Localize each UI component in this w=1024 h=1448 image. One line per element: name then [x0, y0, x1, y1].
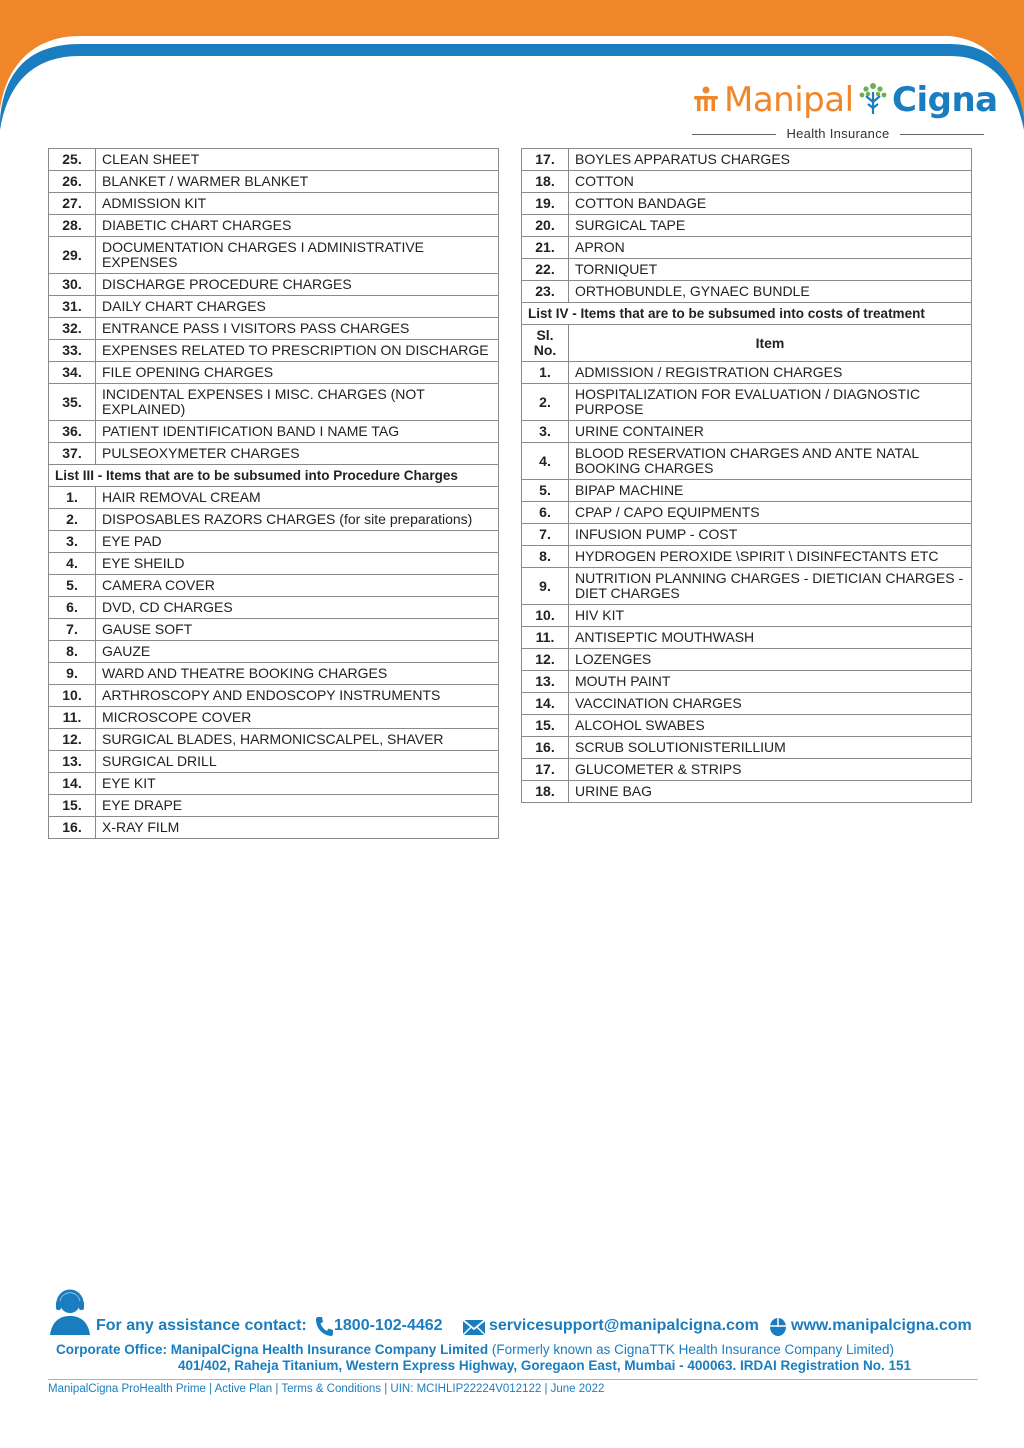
row-item: ORTHOBUNDLE, GYNAEC BUNDLE	[569, 281, 972, 303]
column-header-row	[522, 325, 972, 362]
brand-name-cigna: Cigna	[892, 80, 998, 120]
row-item: GLUCOMETER & STRIPS	[569, 759, 972, 781]
assistance-bar	[48, 1289, 988, 1337]
table-row	[522, 524, 972, 546]
table-row	[49, 193, 499, 215]
row-number: 15.	[49, 795, 96, 817]
section-title: List IV - Items that are to be subsumed into costs of treatment	[522, 303, 972, 325]
row-item: WARD AND THEATRE BOOKING CHARGES	[96, 663, 499, 685]
row-number: 9.	[49, 663, 96, 685]
row-item: GAUSE SOFT	[96, 619, 499, 641]
row-number: 31.	[49, 296, 96, 318]
row-number: 37.	[49, 443, 96, 465]
row-number: 25.	[49, 149, 96, 171]
row-number: 30.	[49, 274, 96, 296]
table-row	[522, 546, 972, 568]
row-number: 11.	[522, 627, 569, 649]
row-item: LOZENGES	[569, 649, 972, 671]
table-row	[49, 443, 499, 465]
row-item: X-RAY FILM	[96, 817, 499, 839]
row-item: APRON	[569, 237, 972, 259]
footer-divider	[48, 1379, 978, 1380]
row-item: MICROSCOPE COVER	[96, 707, 499, 729]
table-row	[522, 281, 972, 303]
email-icon	[462, 1315, 486, 1337]
table-row	[49, 597, 499, 619]
row-number: 13.	[49, 751, 96, 773]
cigna-tree-icon	[858, 82, 888, 116]
row-number: 12.	[522, 649, 569, 671]
row-item: DVD, CD CHARGES	[96, 597, 499, 619]
table-row	[522, 384, 972, 421]
table-row	[49, 531, 499, 553]
row-item: EYE SHEILD	[96, 553, 499, 575]
row-number: 5.	[522, 480, 569, 502]
support-agent-icon	[48, 1289, 92, 1335]
row-number: 5.	[49, 575, 96, 597]
row-item: COTTON	[569, 171, 972, 193]
table-row	[49, 707, 499, 729]
row-item: INFUSION PUMP - COST	[569, 524, 972, 546]
row-number: 18.	[522, 781, 569, 803]
row-item: GAUZE	[96, 641, 499, 663]
footer	[0, 1285, 1024, 1405]
row-number: 34.	[49, 362, 96, 384]
row-item: URINE BAG	[569, 781, 972, 803]
row-item: FILE OPENING CHARGES	[96, 362, 499, 384]
row-item: EYE DRAPE	[96, 795, 499, 817]
row-item: EXPENSES RELATED TO PRESCRIPTION ON DISCHARGE	[96, 340, 499, 362]
row-item: SCRUB SOLUTIONISTERILLIUM	[569, 737, 972, 759]
row-item: ADMISSION KIT	[96, 193, 499, 215]
right-table-body	[522, 149, 972, 803]
row-item: ENTRANCE PASS I VISITORS PASS CHARGES	[96, 318, 499, 340]
row-number: 14.	[49, 773, 96, 795]
row-item: SURGICAL BLADES, HARMONICSCALPEL, SHAVER	[96, 729, 499, 751]
table-row	[522, 605, 972, 627]
row-number: 36.	[49, 421, 96, 443]
row-item: DISCHARGE PROCEDURE CHARGES	[96, 274, 499, 296]
row-item: CLEAN SHEET	[96, 149, 499, 171]
table-row	[49, 663, 499, 685]
row-item: EYE KIT	[96, 773, 499, 795]
row-item: BOYLES APPARATUS CHARGES	[569, 149, 972, 171]
row-item: HYDROGEN PEROXIDE \SPIRIT \ DISINFECTANTS ETC	[569, 546, 972, 568]
row-number: 6.	[49, 597, 96, 619]
table-row	[522, 737, 972, 759]
table-row	[522, 502, 972, 524]
row-number: 11.	[49, 707, 96, 729]
row-item: INCIDENTAL EXPENSES I MISC. CHARGES (NOT EXPLAINED)	[96, 384, 499, 421]
row-number: 15.	[522, 715, 569, 737]
section-header-row	[522, 303, 972, 325]
section-header-row	[49, 465, 499, 487]
table-row	[49, 215, 499, 237]
table-row	[522, 568, 972, 605]
row-item: PATIENT IDENTIFICATION BAND I NAME TAG	[96, 421, 499, 443]
row-number: 29.	[49, 237, 96, 274]
table-row	[49, 817, 499, 839]
row-item: VACCINATION CHARGES	[569, 693, 972, 715]
table-row	[522, 480, 972, 502]
table-row	[49, 795, 499, 817]
table-row	[522, 715, 972, 737]
table-row	[49, 421, 499, 443]
table-row	[522, 627, 972, 649]
row-number: 1.	[49, 487, 96, 509]
row-item: PULSEOXYMETER CHARGES	[96, 443, 499, 465]
corporate-formerly: (Formerly known as CignaTTK Health Insurance Company Limited)	[491, 1342, 894, 1357]
row-number: 8.	[522, 546, 569, 568]
website-link[interactable]: www.manipalcigna.com	[791, 1317, 972, 1334]
table-row	[522, 671, 972, 693]
table-row	[522, 693, 972, 715]
row-number: 4.	[522, 443, 569, 480]
left-table-body	[49, 149, 499, 839]
row-number: 33.	[49, 340, 96, 362]
table-row	[522, 171, 972, 193]
row-number: 3.	[522, 421, 569, 443]
row-number: 19.	[522, 193, 569, 215]
table-row	[522, 362, 972, 384]
row-item: URINE CONTAINER	[569, 421, 972, 443]
row-number: 10.	[49, 685, 96, 707]
table-row	[522, 649, 972, 671]
row-number: 8.	[49, 641, 96, 663]
row-number: 23.	[522, 281, 569, 303]
row-number: 16.	[522, 737, 569, 759]
phone-number-link[interactable]: 1800-102-4462	[334, 1317, 443, 1334]
row-number: 7.	[522, 524, 569, 546]
row-number: 18.	[522, 171, 569, 193]
row-item: DAILY CHART CHARGES	[96, 296, 499, 318]
table-row	[49, 553, 499, 575]
section-title: List III - Items that are to be subsumed into Procedure Charges	[49, 465, 499, 487]
table-row	[49, 487, 499, 509]
left-items-table	[48, 148, 499, 839]
row-number: 27.	[49, 193, 96, 215]
row-number: 14.	[522, 693, 569, 715]
table-row	[49, 362, 499, 384]
table-row	[49, 171, 499, 193]
brand-name-manipal: Manipal	[724, 80, 854, 120]
row-item: ARTHROSCOPY AND ENDOSCOPY INSTRUMENTS	[96, 685, 499, 707]
table-row	[522, 259, 972, 281]
row-item: NUTRITION PLANNING CHARGES - DIETICIAN CHARGES - DIET CHARGES	[569, 568, 972, 605]
row-number: 20.	[522, 215, 569, 237]
row-number: 28.	[49, 215, 96, 237]
row-item: BLOOD RESERVATION CHARGES AND ANTE NATAL BOOKING CHARGES	[569, 443, 972, 480]
row-item: ADMISSION / REGISTRATION CHARGES	[569, 362, 972, 384]
table-row	[522, 443, 972, 480]
table-row	[49, 729, 499, 751]
assistance-label: For any assistance contact:	[96, 1317, 307, 1334]
column-header-number: Sl. No.	[522, 325, 569, 362]
row-number: 12.	[49, 729, 96, 751]
row-item: EYE PAD	[96, 531, 499, 553]
mouse-cursor-icon	[768, 1315, 788, 1337]
row-item: SURGICAL DRILL	[96, 751, 499, 773]
table-row	[49, 751, 499, 773]
row-number: 21.	[522, 237, 569, 259]
table-row	[49, 641, 499, 663]
table-row	[522, 193, 972, 215]
table-row	[522, 781, 972, 803]
table-row	[522, 759, 972, 781]
row-item: HIV KIT	[569, 605, 972, 627]
row-number: 9.	[522, 568, 569, 605]
row-number: 2.	[49, 509, 96, 531]
row-item: DISPOSABLES RAZORS CHARGES (for site preparations)	[96, 509, 499, 531]
corporate-office-line	[56, 1342, 894, 1357]
email-link[interactable]: servicesupport@manipalcigna.com	[489, 1317, 759, 1334]
row-item: ANTISEPTIC MOUTHWASH	[569, 627, 972, 649]
table-row	[522, 237, 972, 259]
row-item: DOCUMENTATION CHARGES I ADMINISTRATIVE EXPENSES	[96, 237, 499, 274]
table-row	[49, 509, 499, 531]
table-row	[49, 274, 499, 296]
table-row	[49, 318, 499, 340]
row-number: 2.	[522, 384, 569, 421]
table-row	[522, 421, 972, 443]
row-item: BIPAP MACHINE	[569, 480, 972, 502]
row-number: 1.	[522, 362, 569, 384]
row-item: CAMERA COVER	[96, 575, 499, 597]
table-row	[49, 575, 499, 597]
table-row	[49, 384, 499, 421]
corporate-address: 401/402, Raheja Titanium, Western Express Highway, Goregaon East, Mumbai - 400063. IRDAI Registration No. 151	[178, 1358, 911, 1373]
row-number: 16.	[49, 817, 96, 839]
row-item: COTTON BANDAGE	[569, 193, 972, 215]
row-number: 10.	[522, 605, 569, 627]
table-row	[522, 215, 972, 237]
phone-icon	[314, 1315, 334, 1337]
table-row	[522, 149, 972, 171]
table-row	[49, 340, 499, 362]
row-number: 17.	[522, 149, 569, 171]
row-number: 35.	[49, 384, 96, 421]
right-items-table	[521, 148, 972, 803]
manipal-mark-icon	[692, 86, 720, 112]
row-number: 22.	[522, 259, 569, 281]
row-number: 17.	[522, 759, 569, 781]
column-header-item: Item	[569, 325, 972, 362]
row-item: DIABETIC CHART CHARGES	[96, 215, 499, 237]
table-row	[49, 296, 499, 318]
table-row	[49, 237, 499, 274]
row-number: 3.	[49, 531, 96, 553]
row-item: CPAP / CAPO EQUIPMENTS	[569, 502, 972, 524]
row-number: 6.	[522, 502, 569, 524]
row-number: 4.	[49, 553, 96, 575]
row-item: BLANKET / WARMER BLANKET	[96, 171, 499, 193]
row-number: 7.	[49, 619, 96, 641]
table-row	[49, 773, 499, 795]
row-item: ALCOHOL SWABES	[569, 715, 972, 737]
row-item: MOUTH PAINT	[569, 671, 972, 693]
brand-logo	[692, 80, 998, 144]
row-number: 26.	[49, 171, 96, 193]
row-item: SURGICAL TAPE	[569, 215, 972, 237]
corporate-office-label: Corporate Office: ManipalCigna Health Insurance Company Limited	[56, 1342, 489, 1357]
row-item: TORNIQUET	[569, 259, 972, 281]
row-item: HAIR REMOVAL CREAM	[96, 487, 499, 509]
row-number: 32.	[49, 318, 96, 340]
brand-tagline: Health Insurance	[692, 126, 984, 142]
row-number: 13.	[522, 671, 569, 693]
row-item: HOSPITALIZATION FOR EVALUATION / DIAGNOSTIC PURPOSE	[569, 384, 972, 421]
table-row	[49, 149, 499, 171]
table-row	[49, 685, 499, 707]
plan-info: ManipalCigna ProHealth Prime | Active Plan | Terms & Conditions | UIN: MCIHLIP22224V012122 | June 2022	[48, 1383, 605, 1395]
table-row	[49, 619, 499, 641]
